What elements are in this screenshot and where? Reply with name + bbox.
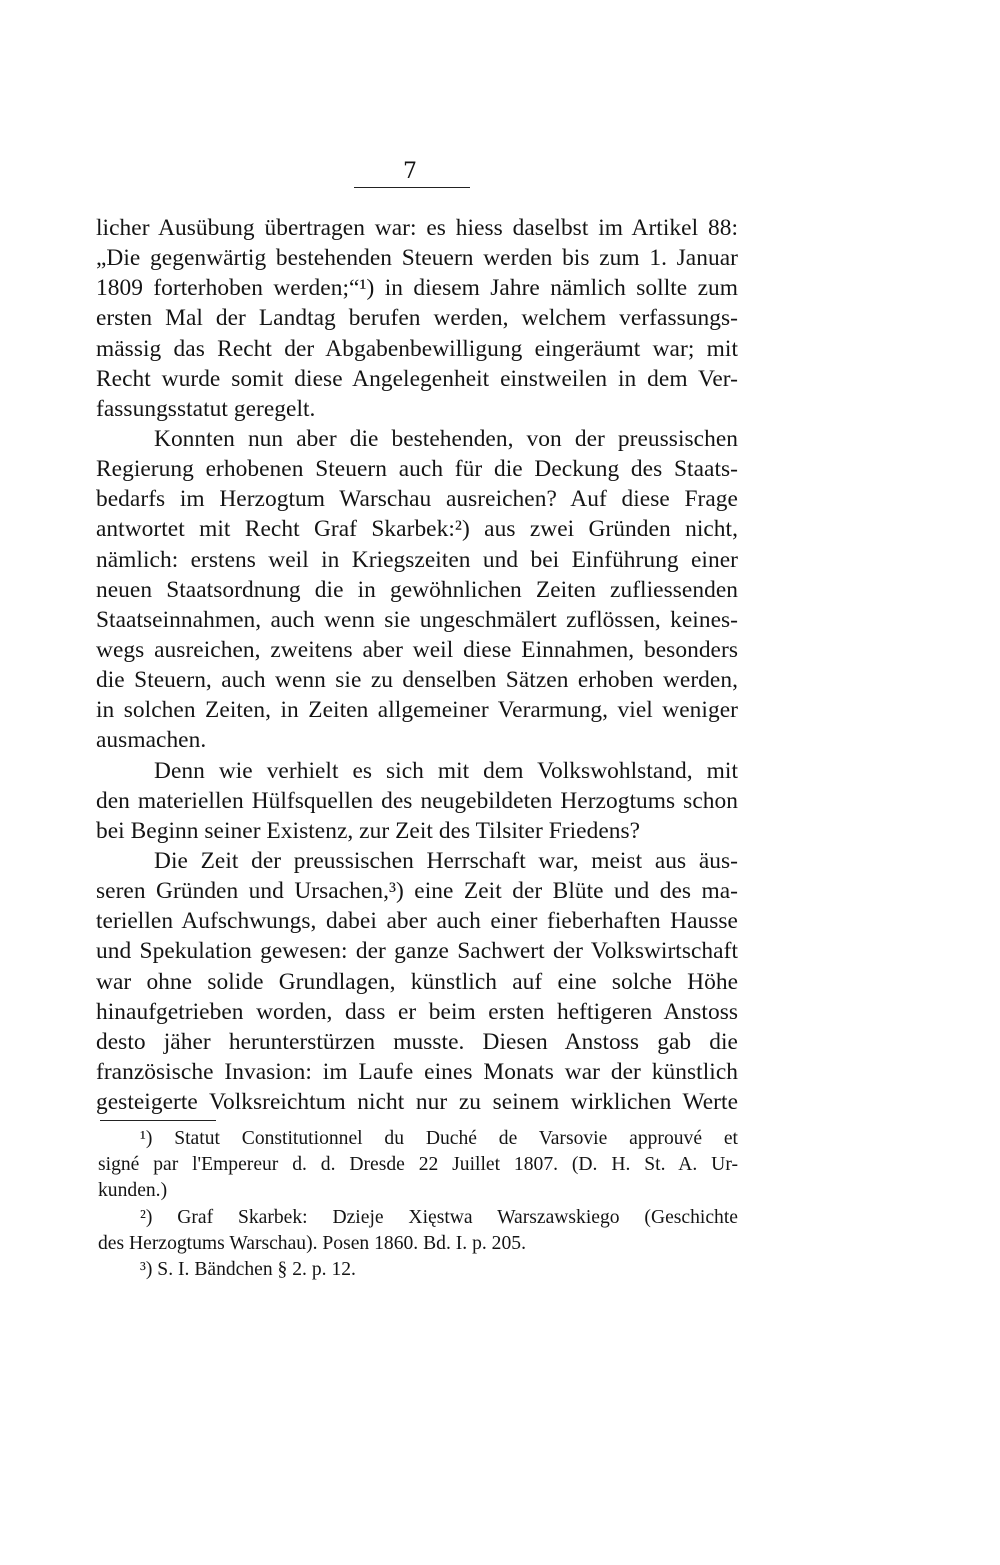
- body-line: die Steuern, auch wenn sie zu denselben Sätzen erhoben werden,: [96, 667, 738, 694]
- page-number-rule: [354, 187, 470, 188]
- body-text: [96, 213, 738, 1117]
- body-line: licher Ausübung übertragen war: es hiess daselbst im Artikel 88:: [96, 215, 738, 241]
- footnote-1-line: signé par l'Empereur d. d. Dresde 22 Juillet 1807. (D. H. St. A. Ur-: [98, 1154, 738, 1176]
- paragraph-start-line: Denn wie verhielt es sich mit dem Volkswohlstand, mit: [154, 757, 738, 784]
- body-line: „Die gegenwärtig bestehenden Steuern werden bis zum 1. Januar: [96, 245, 738, 272]
- body-line: mässig das Recht der Abgabenbewilligung eingeräumt war; mit: [96, 335, 738, 362]
- body-line: war ohne solide Grundlagen, künstlich auf eine solche Höhe: [96, 968, 738, 995]
- body-line: in solchen Zeiten, in Zeiten allgemeiner Verarmung, viel weniger: [96, 697, 738, 724]
- body-line: fassungsstatut geregelt.: [96, 395, 316, 422]
- body-line: bei Beginn seiner Existenz, zur Zeit des Tilsiter Friedens?: [96, 817, 641, 844]
- body-line: Regierung erhobenen Steuern auch für die Deckung des Staats-: [96, 456, 738, 483]
- footnote-1-line: ¹) Statut Constitutionnel du Duché de Varsovie approuvé et: [140, 1128, 738, 1149]
- page-number: 7: [403, 159, 417, 184]
- body-line: teriellen Aufschwungs, dabei aber auch einer fieberhaften Hausse: [96, 908, 738, 935]
- body-line: bedarfs im Herzogtum Warschau ausreichen? Auf diese Frage: [96, 486, 738, 513]
- body-line: ersten Mal der Landtag berufen werden, welchem verfassungs-: [96, 305, 738, 332]
- body-line: und Spekulation gewesen: der ganze Sachwert der Volkswirtschaft: [96, 938, 738, 965]
- body-line: desto jäher herunterstürzen musste. Diesen Anstoss gab die: [96, 1028, 738, 1055]
- body-line: nämlich: erstens weil in Kriegszeiten und bei Einführung einer: [96, 546, 738, 573]
- footnote-2-line: des Herzogtums Warschau). Posen 1860. Bd. I. p. 205.: [98, 1232, 526, 1254]
- body-line: wegs ausreichen, zweitens aber weil diese Einnahmen, besonders: [96, 636, 738, 663]
- body-line: gesteigerte Volksreichtum nicht nur zu seinem wirklichen Werte: [96, 1089, 738, 1116]
- body-line: den materiellen Hülfsquellen des neugebildeten Herzogtums schon: [96, 787, 738, 814]
- body-line: französische Invasion: im Laufe eines Monats war der künstlich: [96, 1058, 738, 1085]
- body-line: neuen Staatsordnung die in gewöhnlichen Zeiten zufliessenden: [96, 576, 738, 603]
- footnote-3-line: ³) S. I. Bändchen § 2. p. 12.: [140, 1258, 356, 1280]
- paragraph-start-line: Die Zeit der preussischen Herrschaft war, meist aus äus-: [154, 847, 738, 874]
- body-line: ausmachen.: [96, 727, 207, 754]
- footnote-1-line: kunden.): [98, 1180, 168, 1202]
- body-line: antwortet mit Recht Graf Skarbek:²) aus zwei Gründen nicht,: [96, 516, 738, 543]
- footnote-2-line: ²) Graf Skarbek: Dzieje Xięstwa Warszawskiego (Geschichte: [140, 1206, 738, 1228]
- body-line: seren Gründen und Ursachen,³) eine Zeit der Blüte und des ma-: [96, 878, 738, 905]
- paragraph-start-line: Konnten nun aber die bestehenden, von der preussischen: [154, 425, 738, 452]
- footnotes: [98, 1126, 738, 1283]
- body-line: 1809 forterhoben werden;“¹) in diesem Jahre nämlich sollte zum: [96, 275, 738, 302]
- body-line: hinaufgetrieben worden, dass er beim ersten heftigeren Anstoss: [96, 998, 738, 1025]
- footnote-separator: [100, 1120, 216, 1121]
- body-line: Recht wurde somit diese Angelegenheit einstweilen in dem Ver-: [96, 365, 738, 392]
- body-line: Staatseinnahmen, auch wenn sie ungeschmälert zuflössen, keines-: [96, 606, 738, 633]
